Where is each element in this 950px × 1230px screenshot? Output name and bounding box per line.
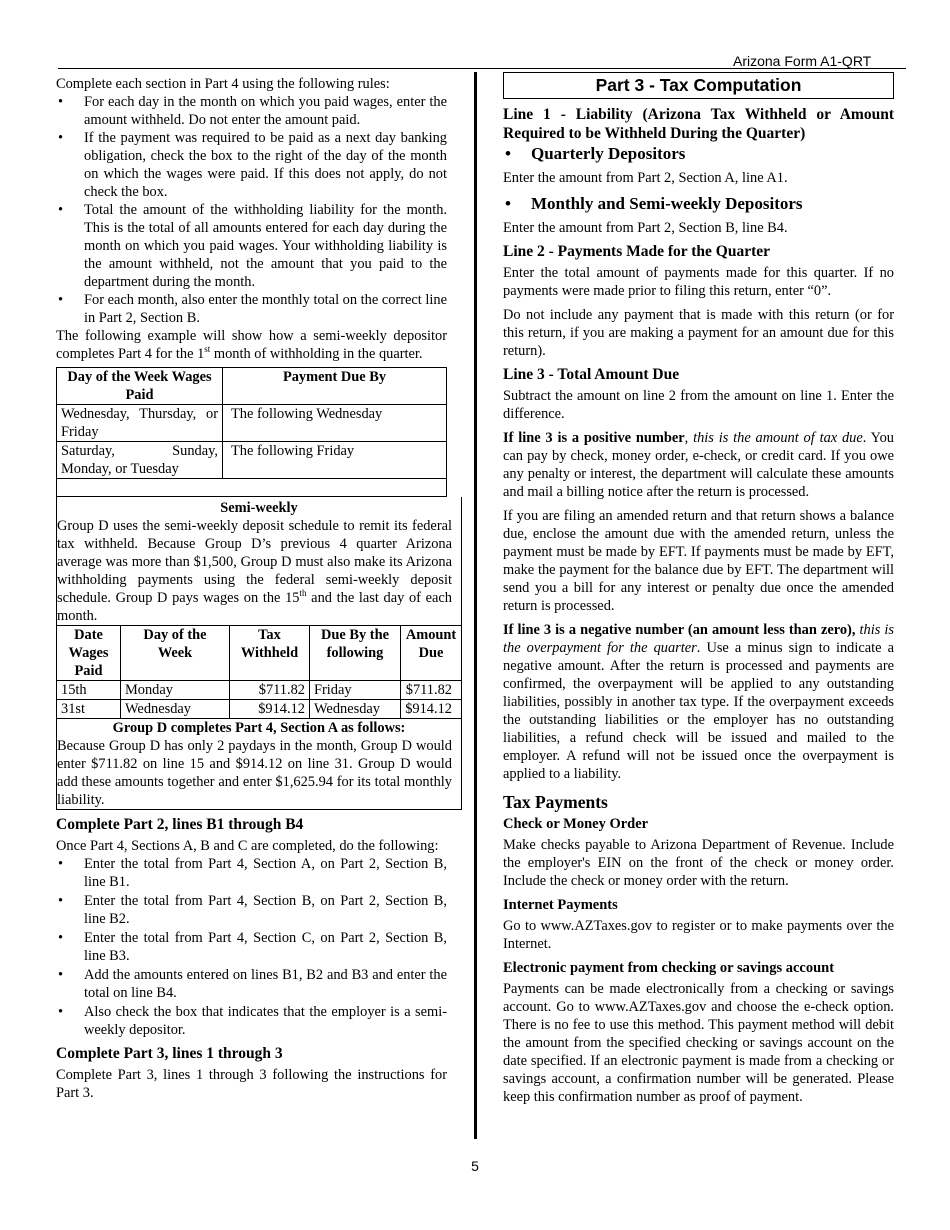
semi-weekly-text: Group D uses the semi-weekly deposit schedule to remit its federal tax withheld. Because Group D’s previous 4 quarter Arizona average was more than $1,500, Group D must also make its Arizona withholding payments using the federal semi-weekly deposit schedule. Group D pays wages on the 15th and the last day of each month.: [57, 518, 452, 624]
quarterly-list: • Quarterly Depositors: [503, 145, 894, 163]
part2-intro: Once Part 4, Sections A, B and C are completed, do the following:: [56, 838, 439, 854]
tax-payments-heading: Tax Payments: [503, 792, 608, 812]
form-title: Arizona Form A1-QRT: [733, 53, 872, 69]
list-item: • Add the amounts entered on lines B1, B2 and B3 and enter the total on line B4.: [56, 966, 447, 1002]
header-rule: [58, 68, 906, 69]
internet-text: Go to www.AZTaxes.gov to register or to make payments over the Internet.: [503, 918, 894, 952]
list-item: • Also check the box that indicates that the employer is a semi-weekly depositor.: [56, 1003, 447, 1039]
line3-text: Subtract the amount on line 2 from the amount on line 1. Enter the difference.: [503, 388, 894, 422]
right-column: [503, 72, 894, 1106]
payment-due-table: [56, 367, 447, 497]
check-text: Make checks payable to Arizona Department of Revenue. Include the employer's EIN on the front of the check or money order. Include the check or money order with the return.: [503, 837, 894, 889]
line2-note: Do not include any payment that is made with this return (or for this return, if you are making a payment for an amount due for this return).: [503, 307, 894, 359]
table-row: Saturday, Sunday, Monday, or Tuesday The following Friday: [57, 442, 447, 479]
group-d-text: Because Group D has only 2 paydays in the month, Group D would enter $711.82 on line 15 and $914.12 on line 31. Group D would add these amounts together and enter $1,625.94 for its total monthly liability.: [57, 738, 452, 808]
list-item: • Total the amount of the withholding liability for the month. This is the total of all amounts entered for each day during the month on which you paid wages. Your withholding liability is the amount withheld, not the amount that you paid to the department during the month.: [56, 201, 447, 291]
internet-heading: Internet Payments: [503, 897, 618, 913]
list-item: • If the payment was required to be paid as a next day banking obligation, check the box to the right of the day of the month on which the wages were paid. If this does not apply, do not check the box.: [56, 129, 447, 201]
list-item: • Enter the total from Part 4, Section C, on Part 2, Section B, line B3.: [56, 929, 447, 965]
list-item: • Enter the total from Part 4, Section A, on Part 2, Section B, line B1.: [56, 855, 447, 891]
column-divider: [474, 72, 477, 1139]
part3-heading: Complete Part 3, lines 1 through 3: [56, 1045, 283, 1062]
table-row: Wednesday, Thursday, or Friday The following Wednesday: [57, 405, 447, 442]
part3-text: Complete Part 3, lines 1 through 3 following the instructions for Part 3.: [56, 1067, 447, 1101]
table-header: Payment Due By: [223, 368, 447, 405]
monthly-text: Enter the amount from Part 2, Section B, line B4.: [503, 220, 788, 236]
left-column: [56, 75, 457, 1102]
part3-title: Part 3 - Tax Computation: [503, 72, 894, 99]
line2-heading: Line 2 - Payments Made for the Quarter: [503, 243, 771, 260]
table-row: 31st Wednesday $914.12 Wednesday $914.12: [57, 700, 461, 719]
negative-text: If line 3 is a negative number (an amount less than zero), this is the overpayment for the quarter. Use a minus sign to indicate a negative amount. After the return is processed and payments are confirmed, the overpayment will be applied to any outstanding liabilities, possibly in another tax type. If the overpayment exceeds the outstanding liabilities or the employer has no outstanding liabilities, a refund check will be issued and mailed to the employer. A refund will not be issued once the overpayment is applied to a liability.: [503, 622, 894, 782]
semi-weekly-box: [56, 497, 462, 810]
positive-text: If line 3 is a positive number, this is the amount of tax due. You can pay by check, money order, e-check, or credit card. If you owe any penalty or interest, the department will calculate these amounts and mail a billing notice after the return is processed.: [503, 430, 894, 500]
list-item: • For each month, also enter the monthly total on the correct line in Part 2, Section B.: [56, 291, 447, 327]
part2-heading: Complete Part 2, lines B1 through B4: [56, 816, 304, 833]
part4-intro: Complete each section in Part 4 using the following rules:: [56, 76, 390, 92]
part2-list: [56, 855, 447, 1039]
quarterly-text: Enter the amount from Part 2, Section A, line A1.: [503, 170, 788, 186]
semi-weekly-title: Semi-weekly: [220, 500, 298, 516]
check-heading: Check or Money Order: [503, 816, 649, 832]
line3-heading: Line 3 - Total Amount Due: [503, 366, 680, 383]
monthly-list: • Monthly and Semi-weekly Depositors: [503, 195, 894, 213]
table-header: Day of the Week Wages Paid: [57, 368, 223, 405]
electronic-heading: Electronic payment from checking or savings account: [503, 960, 835, 976]
example-intro: The following example will show how a semi-weekly depositor completes Part 4 for the 1st month of withholding in the quarter.: [56, 328, 447, 362]
list-item: • For each day in the month on which you paid wages, enter the amount withheld. Do not enter the amount paid.: [56, 93, 447, 129]
amended-text: If you are filing an amended return and that return shows a balance due, enclose the amount due with the amended return, unless the payment must be made by EFT. If payments must be made by EFT, make the payment for the balance due by EFT. The department will send you a bill for any interest or penalty due once the amended return is processed.: [503, 508, 894, 614]
line1-heading: Line 1 - Liability (Arizona Tax Withheld or Amount Required to be Withheld During the Quarter): [503, 106, 894, 142]
list-item: • Enter the total from Part 4, Section B, on Part 2, Section B, line B2.: [56, 892, 447, 928]
page-number: 5: [471, 1158, 479, 1174]
table-row: 15th Monday $711.82 Friday $711.82: [57, 681, 461, 700]
group-d-title: Group D completes Part 4, Section A as follows:: [112, 720, 406, 736]
electronic-text: Payments can be made electronically from a checking or savings account. Go to www.AZTaxes.gov and choose the e-check option. There is no fee to use this method. This payment method will debit the amount from the specified checking or savings account on the date specified. If an electronic payment is made from a checking or savings account, a confirmation number will be generated. Please keep this confirmation number as proof of payment.: [503, 981, 894, 1105]
group-d-table: Date Wages Paid Day of the Week Tax Withheld Due By the following Amount Due 15th Monday $711.82 Friday $711.82 31st Wednesday $914.12 Wednesday $914.12: [57, 625, 461, 719]
part4-rules-list: [56, 93, 447, 327]
line2-text: Enter the total amount of payments made for this quarter. If no payments were made prior to filing this return, enter “0”.: [503, 265, 894, 299]
